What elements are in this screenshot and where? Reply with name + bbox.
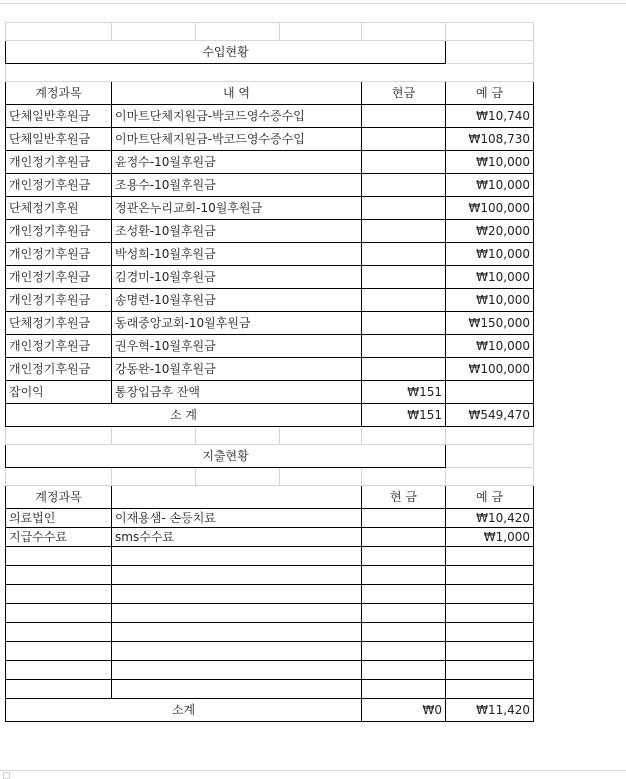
income-cash-cell[interactable] — [362, 266, 446, 289]
expense-detail-cell[interactable] — [112, 566, 362, 585]
cell[interactable] — [112, 468, 196, 486]
income-detail-cell[interactable]: 동래중앙교회-10월후원금 — [112, 312, 362, 335]
cell[interactable] — [112, 23, 196, 41]
expense-detail-cell[interactable] — [112, 585, 362, 604]
income-detail-cell[interactable]: 윤정수-10월후원금 — [112, 151, 362, 174]
income-deposit-cell[interactable]: ₩108,730 — [446, 128, 534, 151]
expense-table-row — [6, 585, 534, 604]
expense-table-row — [6, 547, 534, 566]
expense-cash-cell[interactable] — [362, 528, 446, 547]
expense-deposit-cell[interactable] — [446, 585, 534, 604]
income-deposit-cell[interactable]: ₩100,000 — [446, 197, 534, 220]
income-deposit-cell[interactable]: ₩10,000 — [446, 335, 534, 358]
income-table-row — [6, 151, 534, 174]
expense-table-row — [6, 680, 534, 699]
cell[interactable] — [280, 23, 362, 41]
expense-table-row — [6, 528, 534, 547]
expense-cash-cell[interactable] — [362, 585, 446, 604]
income-table-row — [6, 335, 534, 358]
expense-account-cell[interactable] — [6, 604, 112, 623]
income-subtotal-label[interactable]: 소 계 — [6, 404, 362, 427]
expense-detail-cell[interactable] — [112, 642, 362, 661]
income-cash-cell[interactable] — [362, 105, 446, 128]
cell[interactable] — [362, 427, 446, 445]
blank-row — [6, 468, 534, 486]
income-cash-cell[interactable] — [362, 335, 446, 358]
expense-title[interactable]: 지출현황 — [6, 445, 446, 468]
spreadsheet — [5, 22, 534, 722]
expense-cash-cell[interactable] — [362, 642, 446, 661]
expense-account-cell[interactable] — [6, 661, 112, 680]
expense-account-cell[interactable] — [6, 547, 112, 566]
expense-deposit-cell[interactable] — [446, 623, 534, 642]
income-table-row — [6, 243, 534, 266]
income-detail-cell[interactable]: 강동완-10월후원금 — [112, 358, 362, 381]
income-deposit-cell[interactable] — [446, 381, 534, 404]
expense-deposit-cell[interactable]: ₩10,420 — [446, 509, 534, 528]
income-table-row — [6, 197, 534, 220]
income-account-cell[interactable]: 단체정기후원금 — [6, 312, 112, 335]
cell[interactable] — [196, 427, 280, 445]
income-detail-cell[interactable]: 정관온누리교회-10월후원금 — [112, 197, 362, 220]
expense-cash-cell[interactable] — [362, 566, 446, 585]
expense-detail-cell[interactable] — [112, 661, 362, 680]
income-detail-cell[interactable]: 송명련-10월후원금 — [112, 289, 362, 312]
cell[interactable] — [446, 23, 534, 41]
cell[interactable] — [446, 468, 534, 486]
income-deposit-cell[interactable]: ₩10,740 — [446, 105, 534, 128]
income-account-cell[interactable]: 개인정기후원금 — [6, 335, 112, 358]
expense-detail-cell[interactable] — [112, 547, 362, 566]
cell[interactable] — [6, 23, 112, 41]
income-table-row — [6, 381, 534, 404]
expense-header-account[interactable]: 계정과목 — [6, 486, 112, 509]
sheet-top-border — [0, 3, 626, 4]
income-deposit-cell[interactable]: ₩150,000 — [446, 312, 534, 335]
income-detail-cell[interactable]: 조용수-10월후원금 — [112, 174, 362, 197]
income-deposit-cell[interactable]: ₩100,000 — [446, 358, 534, 381]
income-account-cell[interactable]: 개인정기후원금 — [6, 289, 112, 312]
income-detail-cell[interactable]: 김경미-10월후원금 — [112, 266, 362, 289]
expense-table-row — [6, 509, 534, 528]
sheet-corner-marker — [3, 772, 10, 779]
expense-account-cell[interactable] — [6, 623, 112, 642]
income-account-cell[interactable]: 단체일반후원금 — [6, 128, 112, 151]
income-account-cell[interactable]: 개인정기후원금 — [6, 358, 112, 381]
expense-account-cell[interactable]: 의료법인 — [6, 509, 112, 528]
expense-title-row — [6, 445, 534, 468]
income-table-row — [6, 312, 534, 335]
income-title[interactable]: 수입현황 — [6, 41, 446, 64]
income-cash-cell[interactable] — [362, 220, 446, 243]
income-cash-cell[interactable] — [362, 128, 446, 151]
income-cash-cell[interactable] — [362, 312, 446, 335]
blank-row — [6, 23, 534, 41]
income-deposit-cell[interactable]: ₩10,000 — [446, 243, 534, 266]
income-header-account[interactable]: 계정과목 — [6, 82, 112, 105]
expense-account-cell[interactable] — [6, 585, 112, 604]
income-account-cell[interactable]: 개인정기후원금 — [6, 266, 112, 289]
expense-deposit-cell[interactable] — [446, 680, 534, 699]
expense-detail-cell[interactable]: sms수수료 — [112, 528, 362, 547]
expense-cash-cell[interactable] — [362, 509, 446, 528]
income-deposit-cell[interactable]: ₩10,000 — [446, 289, 534, 312]
expense-detail-cell[interactable]: 이재용샘- 손등치료 — [112, 509, 362, 528]
expense-detail-cell[interactable] — [112, 680, 362, 699]
cell[interactable] — [6, 468, 112, 486]
income-account-cell[interactable]: 개인정기후원금 — [6, 243, 112, 266]
income-table-row — [6, 266, 534, 289]
income-deposit-cell[interactable]: ₩10,000 — [446, 266, 534, 289]
expense-header-deposit[interactable]: 예 금 — [446, 486, 534, 509]
expense-cash-cell[interactable] — [362, 680, 446, 699]
income-cash-cell[interactable] — [362, 243, 446, 266]
cell[interactable] — [280, 427, 362, 445]
cell[interactable] — [196, 468, 280, 486]
expense-table-row — [6, 566, 534, 585]
income-table-row — [6, 220, 534, 243]
income-cash-cell[interactable] — [362, 197, 446, 220]
cell[interactable] — [446, 445, 534, 468]
blank-row — [6, 427, 534, 445]
expense-account-cell[interactable]: 지급수수료 — [6, 528, 112, 547]
income-table-row — [6, 105, 534, 128]
cell[interactable] — [446, 427, 534, 445]
expense-subtotal-label[interactable]: 소계 — [6, 699, 362, 722]
income-subtotal-row — [6, 404, 534, 427]
income-deposit-cell[interactable]: ₩20,000 — [446, 220, 534, 243]
income-table-row — [6, 174, 534, 197]
income-detail-cell[interactable]: 이마트단체지원금-박코드영수증수입 — [112, 128, 362, 151]
cell[interactable] — [6, 64, 534, 82]
expense-cash-cell[interactable] — [362, 623, 446, 642]
income-table-row — [6, 128, 534, 151]
income-header-detail[interactable]: 내 역 — [112, 82, 362, 105]
expense-account-cell[interactable] — [6, 566, 112, 585]
expense-header-row — [6, 486, 534, 509]
income-account-cell[interactable]: 개인정기후원금 — [6, 220, 112, 243]
income-subtotal-deposit[interactable]: ₩549,470 — [446, 404, 534, 427]
income-table-row — [6, 289, 534, 312]
income-detail-cell[interactable]: 권우혁-10월후원금 — [112, 335, 362, 358]
income-account-cell[interactable]: 개인정기후원금 — [6, 151, 112, 174]
cell[interactable] — [112, 427, 196, 445]
expense-deposit-cell[interactable] — [446, 661, 534, 680]
income-subtotal-cash[interactable]: ₩151 — [362, 404, 446, 427]
income-detail-cell[interactable]: 이마트단체지원금-박코드영수증수입 — [112, 105, 362, 128]
income-account-cell[interactable]: 개인정기후원금 — [6, 174, 112, 197]
income-cash-cell[interactable]: ₩151 — [362, 381, 446, 404]
expense-subtotal-row — [6, 699, 534, 722]
income-title-row — [6, 41, 534, 64]
expense-table-row — [6, 604, 534, 623]
expense-table-row — [6, 661, 534, 680]
income-account-cell[interactable]: 단체정기후원 — [6, 197, 112, 220]
expense-deposit-cell[interactable] — [446, 642, 534, 661]
income-detail-cell[interactable]: 조성환-10월후원금 — [112, 220, 362, 243]
expense-detail-cell[interactable] — [112, 604, 362, 623]
cell[interactable] — [362, 468, 446, 486]
income-cash-cell[interactable] — [362, 174, 446, 197]
cell[interactable] — [6, 427, 112, 445]
expense-cash-cell[interactable] — [362, 604, 446, 623]
expense-cash-cell[interactable] — [362, 661, 446, 680]
income-cash-cell[interactable] — [362, 358, 446, 381]
expense-deposit-cell[interactable] — [446, 604, 534, 623]
cell[interactable] — [446, 41, 534, 64]
blank-row — [6, 64, 534, 82]
expense-account-cell[interactable] — [6, 680, 112, 699]
cell[interactable] — [362, 23, 446, 41]
expense-subtotal-cash[interactable]: ₩0 — [362, 699, 446, 722]
income-header-deposit[interactable]: 예 금 — [446, 82, 534, 105]
expense-account-cell[interactable] — [6, 642, 112, 661]
expense-header-detail[interactable] — [112, 486, 362, 509]
expense-header-cash[interactable]: 현 금 — [362, 486, 446, 509]
sheet-bottom-border — [0, 770, 626, 771]
income-cash-cell[interactable] — [362, 289, 446, 312]
income-detail-cell[interactable]: 박성희-10월후원금 — [112, 243, 362, 266]
income-cash-cell[interactable] — [362, 151, 446, 174]
income-account-cell[interactable]: 단체일반후원금 — [6, 105, 112, 128]
expense-table-row — [6, 623, 534, 642]
income-deposit-cell[interactable]: ₩10,000 — [446, 151, 534, 174]
expense-cash-cell[interactable] — [362, 547, 446, 566]
expense-deposit-cell[interactable] — [446, 566, 534, 585]
income-deposit-cell[interactable]: ₩10,000 — [446, 174, 534, 197]
income-detail-cell[interactable]: 통장입금후 잔액 — [112, 381, 362, 404]
income-table-row — [6, 358, 534, 381]
expense-deposit-cell[interactable] — [446, 547, 534, 566]
income-account-cell[interactable]: 잡이익 — [6, 381, 112, 404]
expense-subtotal-deposit[interactable]: ₩11,420 — [446, 699, 534, 722]
income-header-row — [6, 82, 534, 105]
cell[interactable] — [196, 23, 280, 41]
cell[interactable] — [280, 468, 362, 486]
expense-detail-cell[interactable] — [112, 623, 362, 642]
income-header-cash[interactable]: 현금 — [362, 82, 446, 105]
expense-deposit-cell[interactable]: ₩1,000 — [446, 528, 534, 547]
expense-table-row — [6, 642, 534, 661]
